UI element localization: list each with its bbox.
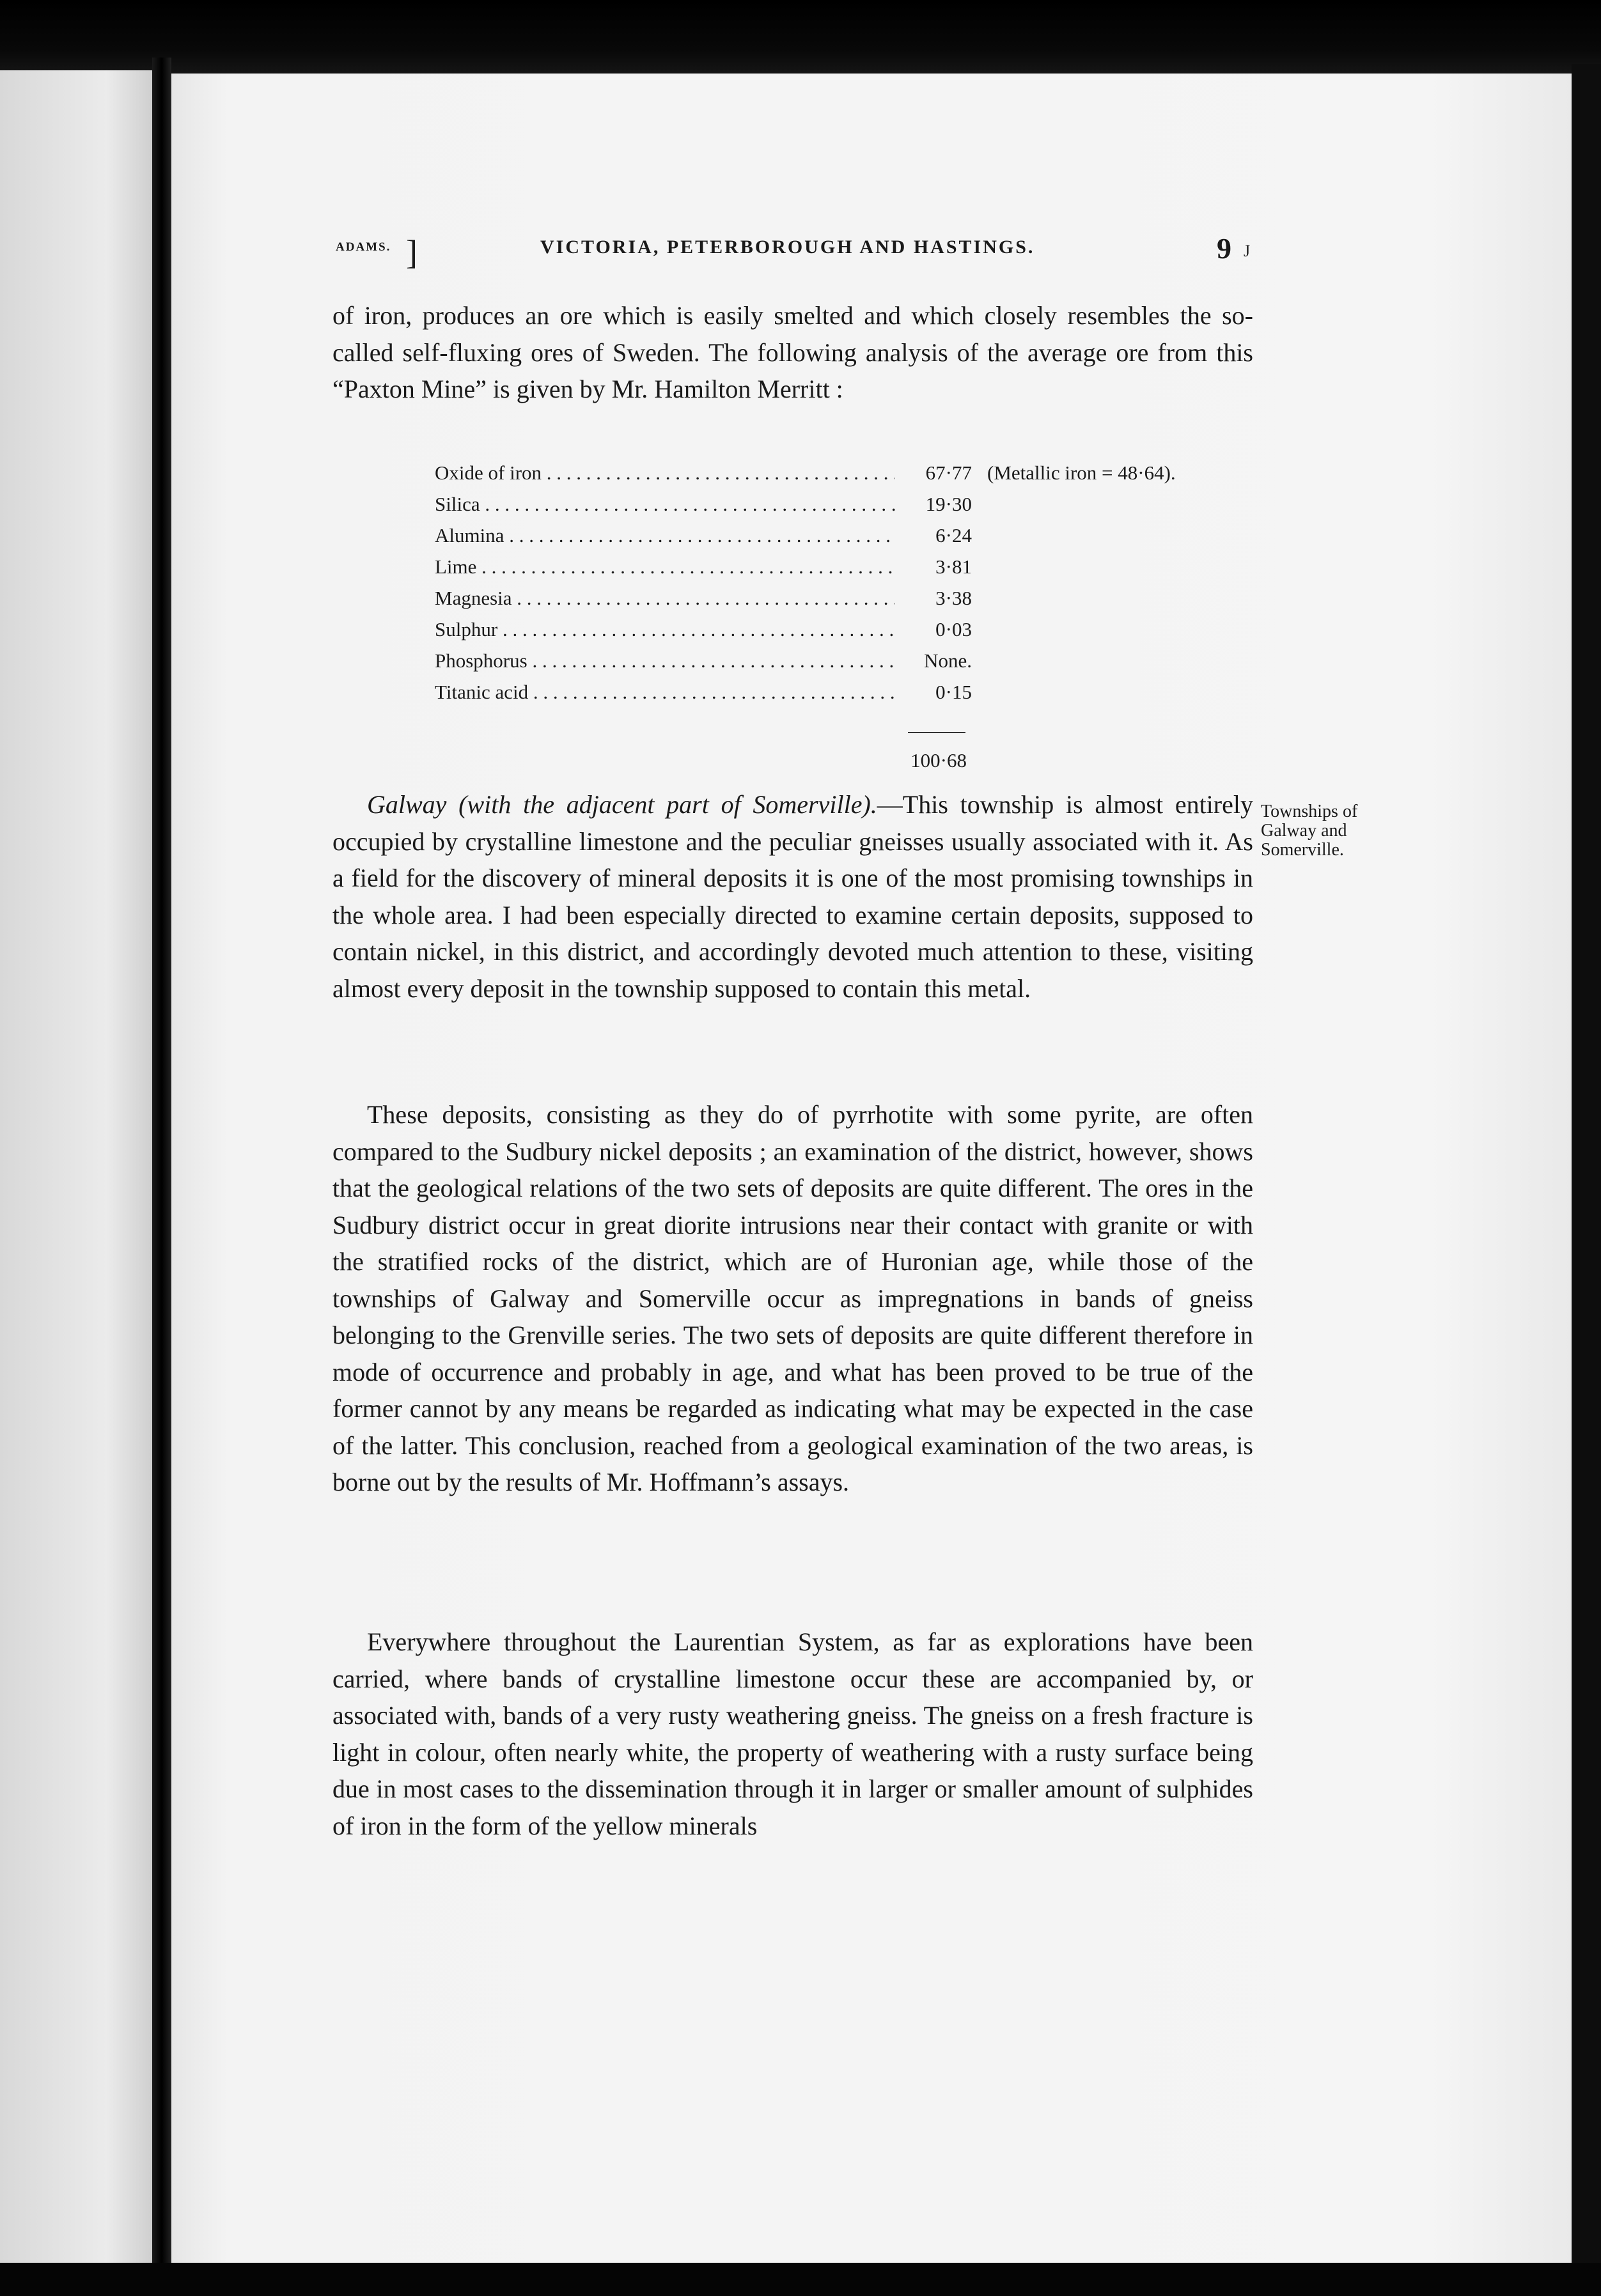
table-row — [435, 493, 1279, 524]
row-label: Magnesia . . . — [435, 587, 908, 610]
row-label: Phosphorus . . . — [435, 649, 908, 672]
running-head-title: VICTORIA, PETERBOROUGH AND HASTINGS. — [540, 237, 1035, 258]
row-value: 67·77 — [895, 462, 972, 485]
paragraph-3: These deposits, consisting as they do of pyrrhotite with some pyrite, are often compared to the Sudbury nickel deposits ; an examination of the district, however, shows that the geological relations of the two sets of deposits are quite different. The ores in the Sudbury district occur in great diorite intrusions near their contact with granite or with the stratified rocks of the district, which are of Huronian age, while those of the townships of Galway and Somerville occur as impregnations in bands of gneiss belonging to the Grenville series. The two sets of deposits are quite different therefore in mode of occurrence and probably in age, and what has been proved to be true of the former cannot by any means be regarded as indicating what may be expected in the case of the latter. This conclusion, reached from a geological examination of the two areas, is borne out by the results of Mr. Hoffmann’s assays. — [332, 1100, 1253, 1496]
running-head-author: ADAMS. — [336, 240, 391, 254]
margin-note: Townships of Galway and Somerville. — [1261, 802, 1358, 860]
row-value: 19·30 — [895, 493, 972, 516]
scan-right-border — [1572, 64, 1601, 2269]
ore-analysis-table — [435, 462, 1279, 772]
row-label: Lime . . . — [435, 555, 908, 578]
row-value: 3·38 — [895, 587, 972, 610]
table-row — [435, 462, 1279, 493]
total-rule — [908, 732, 965, 733]
row-value: 6·24 — [895, 524, 972, 547]
paragraph-2-text: —This township is almost entirely occupied by crystalline limestone and the peculiar gneisses usually associated with it. As a field for the discovery of mineral deposits it is one of the most promising townships in the whole area. I had been especially directed to examine certain deposits, supposed to contain nickel, in this district, and accordingly devoted much attention to these, visiting almost every deposit in the township supposed to contain this metal. — [332, 790, 1253, 1003]
table-row — [435, 524, 1279, 555]
facing-page-edge — [0, 70, 152, 2269]
section-heading-italic: Galway (with the adjacent part of Somerville). — [367, 790, 877, 819]
table-total: 100·68 — [910, 749, 967, 772]
row-label: Alumina . . . — [435, 524, 908, 547]
scan-bottom-border — [0, 2263, 1601, 2296]
page-number: 9 — [1217, 232, 1231, 265]
paragraph-4: Everywhere throughout the Laurentian System, as far as explorations have been carried, where bands of crystalline limestone occur these are accompanied by, or associated with, bands of a very rusty weathering gneiss. The gneiss on a fresh fracture is light in colour, often nearly white, the property of weathering with a rusty surface being due in most cases to the dissemination through it in larger or smaller amount of sulphides of iron in the form of the yellow minerals — [332, 1627, 1253, 1840]
book-gutter — [152, 58, 171, 2276]
table-row — [435, 681, 1279, 712]
row-label: Titanic acid . . . — [435, 681, 908, 704]
row-note: (Metallic iron = 48·64). — [987, 462, 1176, 484]
signature-mark: J — [1244, 242, 1251, 260]
row-label: Silica . . . — [435, 493, 908, 516]
table-row — [435, 649, 1279, 681]
running-head — [336, 232, 1269, 272]
row-value: 3·81 — [895, 555, 972, 578]
row-value: 0·15 — [895, 681, 972, 704]
scan-top-border — [0, 0, 1601, 83]
paragraph-2 — [332, 786, 1253, 1007]
table-row — [435, 618, 1279, 649]
row-label: Sulphur . . . — [435, 618, 908, 641]
row-value: None. — [895, 649, 972, 672]
row-value: 0·03 — [895, 618, 972, 641]
running-head-bracket: ] — [406, 233, 418, 272]
paragraph-1: of iron, produces an ore which is easily smelted and which closely resembles the so-called self-fluxing ores of Sweden. The following analysis of the average ore from this “Paxton Mine” is given by Mr. Hamilton Merritt : — [332, 301, 1253, 403]
table-row — [435, 587, 1279, 618]
table-row — [435, 555, 1279, 587]
row-label: Oxide of iron . . . — [435, 462, 908, 485]
